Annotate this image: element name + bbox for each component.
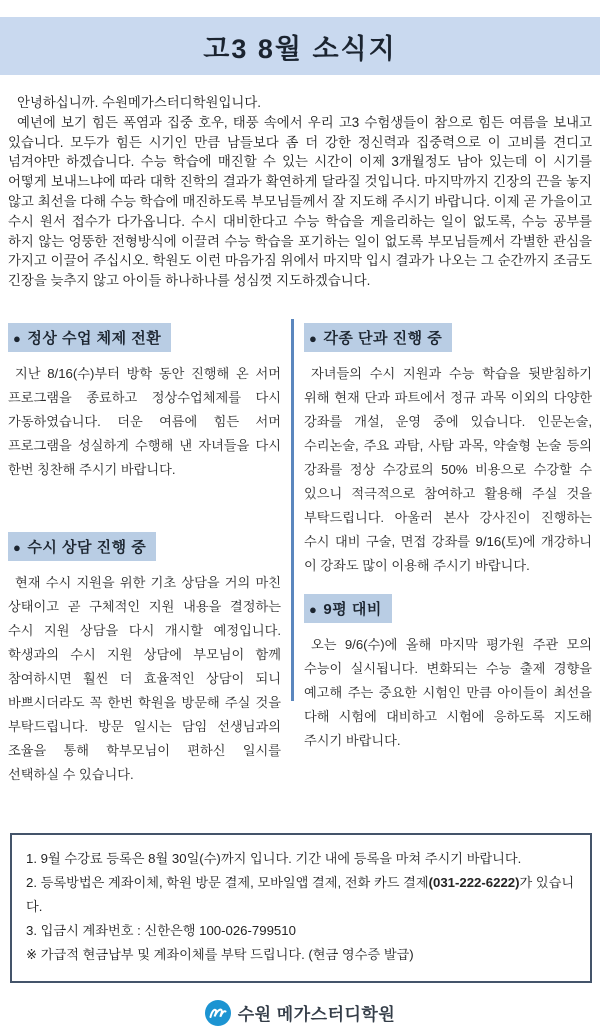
section-sept-mock-exam — [304, 594, 592, 753]
bullet-icon: ● — [309, 330, 318, 346]
newsletter-page — [0, 17, 600, 1025]
newsletter-header — [0, 17, 600, 75]
intro-greeting: 안녕하십니까. 수원메가스터디학원입니다. — [17, 95, 261, 110]
section-body: 지난 8/16(수)부터 방학 동안 진행해 온 서머 프로그램을 종료하고 정상수업체제를 다시 가동하였습니다. 더운 여름에 힘든 서머 프로그램을 성실하게 수행해 낸 자녀들을 다시 한번 칭찬해 주시기 바랍니다. — [8, 365, 281, 477]
left-column — [8, 319, 291, 787]
intro-section — [8, 93, 592, 291]
two-column-area — [8, 319, 592, 787]
notice-line-bank-account: 3. 입금시 계좌번호 : 신한은행 100-026-799510 — [26, 922, 296, 938]
section-title-label: 각종 단과 진행 중 — [323, 329, 443, 347]
section-body: 오는 9/6(수)에 올해 마지막 평가원 주관 모의 수능이 실시됩니다. 변화되는 수능 출제 경향을 예고해 주는 중요한 시험인 만큼 아이들이 최선을 다해 시험에 대비하고 시험에 응하도록 지도해 주시기 바랍니다. — [304, 636, 592, 748]
notice-payment-prefix: 2. 등록방법은 계좌이체, 학원 방문 결제, 모바일앱 결제, 전화 카드 결제 — [26, 874, 429, 890]
section-title — [304, 323, 452, 352]
footer — [0, 1000, 600, 1026]
bullet-icon: ● — [13, 330, 22, 346]
notice-line-registration-deadline: 1. 9월 수강료 등록은 8월 30일(수)까지 입니다. 기간 내에 등록을 마쳐 주시기 바랍니다. — [26, 850, 522, 866]
section-danka-courses — [304, 323, 592, 578]
academy-name: 수원 메가스터디학원 — [237, 1005, 396, 1025]
notice-phone-number: (031-222-6222) — [428, 874, 520, 890]
section-body: 자녀들의 수시 지원과 수능 학습을 뒷받침하기 위해 현재 단과 파트에서 정규 과목 이외의 다양한 강좌를 개설, 운영 중에 있습니다. 인문논술, 수리논술, 주요 과탐, 사탐 과목, 약술형 논술 등의 강좌를 정상 수강료의 50% 비용으로 수강할 수 있으니 적극적으로 참여하고 활용해 주실 것을 부탁드립니다. 아울러 본사 강사진이 진행하는 수시 대비 구술, 면접 강좌를 9/16(토)에 개강하니 이 강좌도 많이 이용해 주시기 바랍니다. — [304, 365, 592, 573]
section-normal-class-transition — [8, 323, 281, 482]
section-title-label: 9평 대비 — [323, 600, 382, 618]
section-title — [304, 594, 392, 623]
bullet-icon: ● — [309, 601, 318, 617]
section-title-label: 정상 수업 체제 전환 — [27, 329, 162, 347]
section-title-label: 수시 상담 진행 중 — [27, 538, 147, 556]
notice-line-payment-methods — [26, 871, 578, 919]
megastudy-logo-icon — [205, 1000, 231, 1026]
intro-paragraph: 예년에 보기 힘든 폭염과 집중 호우, 태풍 속에서 우리 고3 수험생들이 참으로 힘든 여름을 보내고 있습니다. 모두가 힘든 시기인 만큼 남들보다 좀 더 강한 정신력과 집중력으로 이 고비를 견디고 넘겨야만 하겠습니다. 수능 학습에 매진할 수 있는 시간이 이제 3개월정도 남아 있는데 이 시기를 어떻게 보내느냐에 따라 대학 진학의 결과가 확연하게 달라질 것입니다. 마지막까지 긴장의 끈을 놓지 않고 최선을 다해 수능 학습에 매진하도록 부모님들께서 잘 지도해 주시기 바랍니다. 이제 곧 가을이고 수시 원서 접수가 다가옵니다. 수시 대비한다고 수능 학습을 게을리하는 일이 없도록, 수능 공부를 하지 않는 엉뚱한 전형방식에 이끌려 수능 학습을 포기하는 일이 없도록 부모님들께서 각별한 관심을 가지고 이끌어 주십시오. 학원도 이런 마음가짐 위에서 마지막 입시 결과가 나오는 그 순간까지 조금도 긴장을 늦추지 않고 아이들 하나하나를 성심껏 지도하겠습니다. — [8, 114, 592, 289]
notice-payment-suffix: 가 있습니다. — [26, 874, 575, 914]
section-susi-counseling — [8, 532, 281, 787]
page-title: 고3 8월 소식지 — [203, 33, 397, 64]
bullet-icon: ● — [13, 539, 22, 555]
section-title — [8, 532, 156, 561]
right-column — [294, 319, 592, 753]
tuition-notice-box — [10, 833, 592, 983]
notice-line-cash-request: ※ 가급적 현금납부 및 계좌이체를 부탁 드립니다. (현금 영수증 발급) — [26, 946, 414, 962]
section-body: 현재 수시 지원을 위한 기초 상담을 거의 마친 상태이고 곧 구체적인 지원 내용을 결정하는 수시 지원 상담을 다시 개시할 예정입니다. 학생과의 수시 지원 상담에 부모님이 함께 참여하시면 훨씬 더 효율적인 상담이 되니 바쁘시더라도 꼭 한번 학원을 방문해 주실 것을 부탁드립니다. 방문 일시는 담임 선생님과의 조율을 통해 학부모님이 편하신 일시를 선택하실 수 있습니다. — [8, 574, 281, 782]
section-title — [8, 323, 171, 352]
